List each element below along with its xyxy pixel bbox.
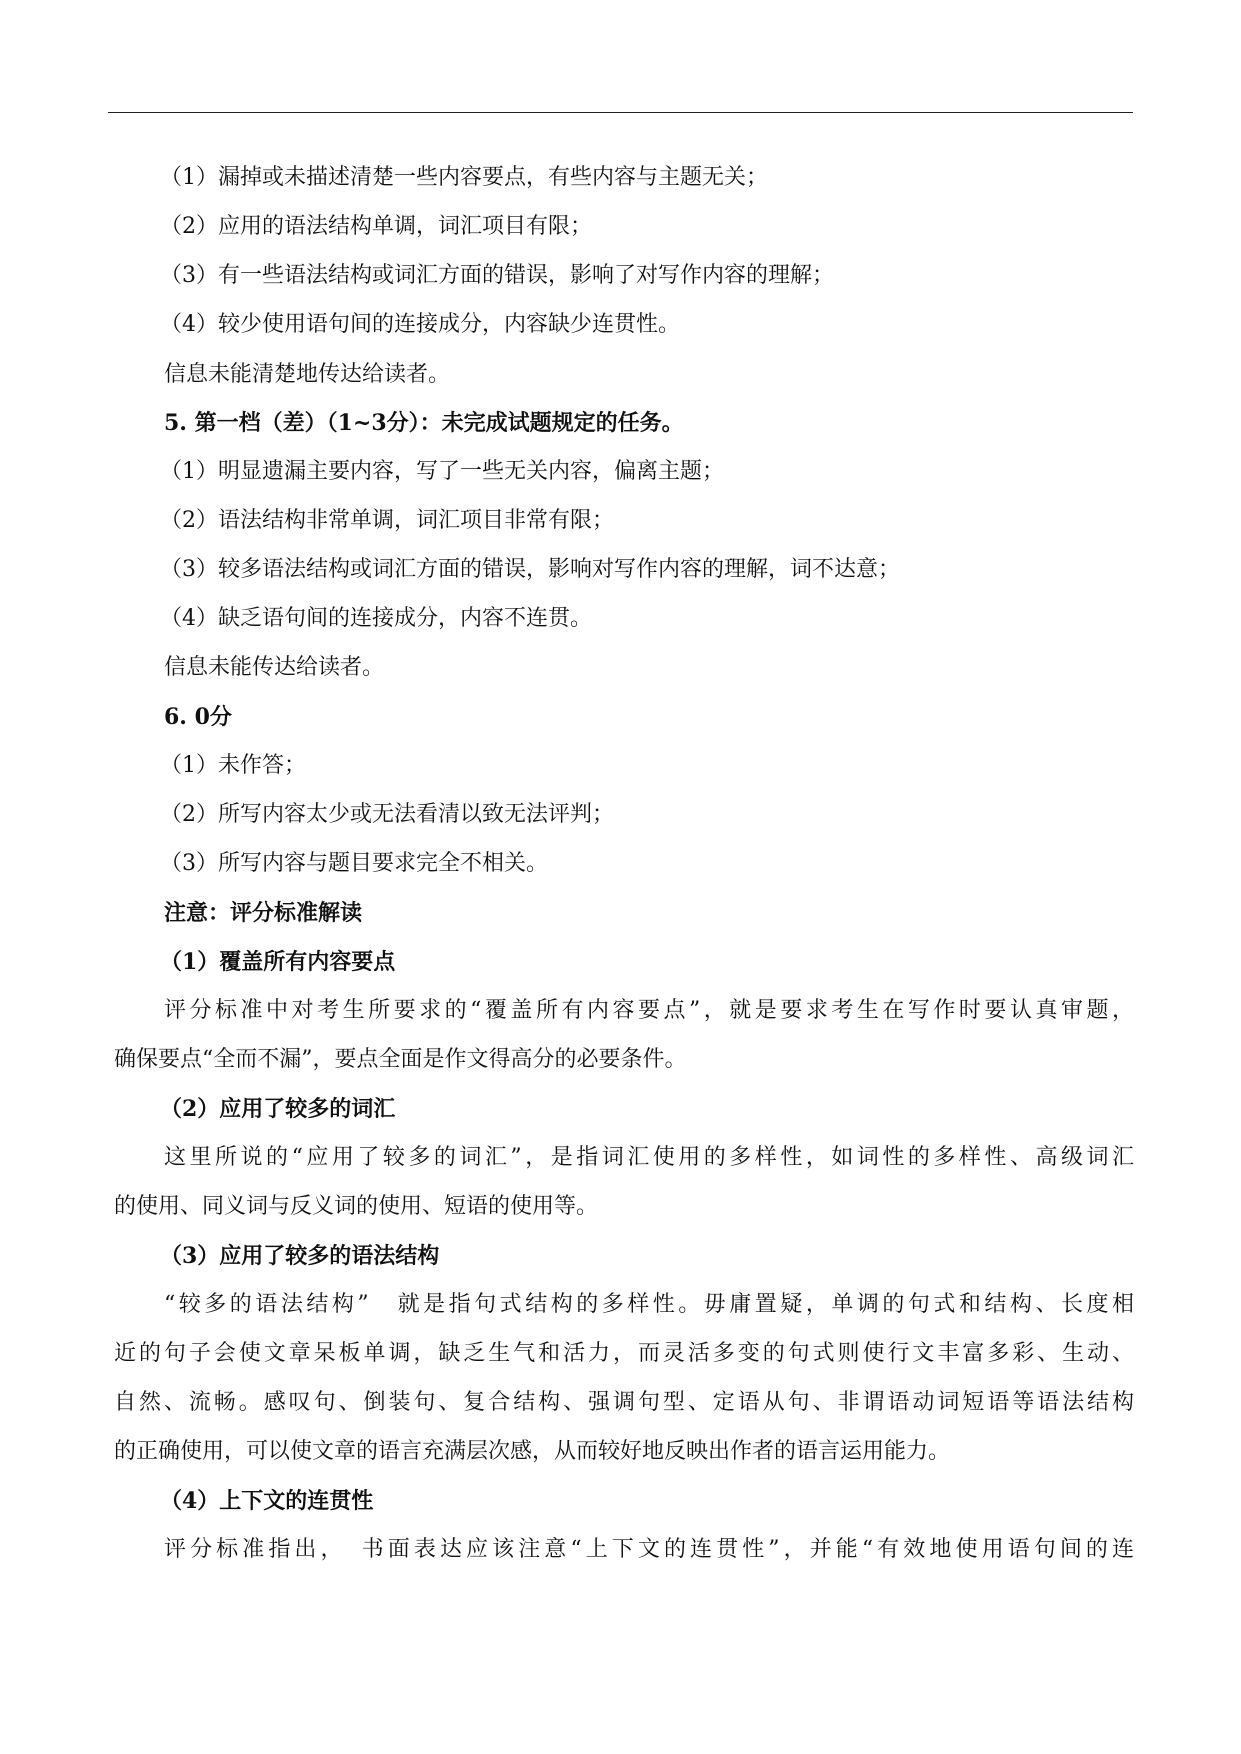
criteria-item: （2）所写内容太少或无法看清以致无法评判； bbox=[160, 802, 614, 827]
criteria-item: （4）缺乏语句间的连接成分，内容不连贯。 bbox=[160, 606, 592, 631]
paragraph-line: 的使用、同义词与反义词的使用、短语的使用等。 bbox=[114, 1194, 599, 1219]
paragraph-line: 这里所说的“应用了较多的词汇”，是指词汇使用的多样性，如词性的多样性、高级词汇 bbox=[164, 1145, 1134, 1170]
notes-heading: 注意：评分标准解读 bbox=[164, 900, 363, 926]
summary-line: 信息未能清楚地传达给读者。 bbox=[164, 362, 451, 387]
section-heading: 5. 第一档（差）（1~3分）：未完成试题规定的任务。 bbox=[164, 410, 684, 436]
paragraph-line: 评分标准指出， 书面表达应该注意“上下文的连贯性”，并能“有效地使用语句间的连 bbox=[164, 1537, 1134, 1562]
paragraph-line: 确保要点“全而不漏”，要点全面是作文得高分的必要条件。 bbox=[114, 1047, 687, 1072]
subsection-heading: （4）上下文的连贯性 bbox=[160, 1488, 374, 1514]
criteria-item: （4）较少使用语句间的连接成分，内容缺少连贯性。 bbox=[160, 312, 680, 337]
criteria-item: （1）明显遗漏主要内容，写了一些无关内容，偏离主题； bbox=[160, 459, 724, 484]
paragraph-line: 近的句子会使文章呆板单调，缺乏生气和活力，而灵活多变的句式则使行文丰富多彩、生动、 bbox=[114, 1341, 1134, 1366]
subsection-heading: （1）覆盖所有内容要点 bbox=[160, 949, 396, 975]
criteria-item: （1）未作答； bbox=[160, 753, 306, 778]
criteria-item: （3）较多语法结构或词汇方面的错误，影响对写作内容的理解，词不达意； bbox=[160, 557, 900, 582]
criteria-item: （2）应用的语法结构单调，词汇项目有限； bbox=[160, 214, 592, 239]
subsection-heading: （3）应用了较多的语法结构 bbox=[160, 1243, 440, 1269]
paragraph-line: 评分标准中对考生所要求的“覆盖所有内容要点”，就是要求考生在写作时要认真审题， bbox=[164, 998, 1134, 1023]
subsection-heading: （2）应用了较多的词汇 bbox=[160, 1096, 396, 1122]
criteria-item: （1）漏掉或未描述清楚一些内容要点，有些内容与主题无关； bbox=[160, 165, 768, 190]
criteria-item: （3）所写内容与题目要求完全不相关。 bbox=[160, 851, 548, 876]
paragraph-line: 的正确使用，可以使文章的语言充满层次感，从而较好地反映出作者的语言运用能力。 bbox=[114, 1439, 951, 1464]
header-rule bbox=[108, 112, 1133, 113]
criteria-item: （3）有一些语法结构或词汇方面的错误，影响了对写作内容的理解； bbox=[160, 263, 834, 288]
summary-line: 信息未能传达给读者。 bbox=[164, 655, 385, 680]
section-heading: 6. 0分 bbox=[164, 704, 232, 730]
paragraph-line: “较多的语法结构” 就是指句式结构的多样性。毋庸置疑，单调的句式和结构、长度相 bbox=[164, 1292, 1134, 1317]
paragraph-line: 自然、流畅。感叹句、倒装句、复合结构、强调句型、定语从句、非谓语动词短语等语法结构 bbox=[114, 1390, 1134, 1415]
criteria-item: （2）语法结构非常单调，词汇项目非常有限； bbox=[160, 508, 614, 533]
